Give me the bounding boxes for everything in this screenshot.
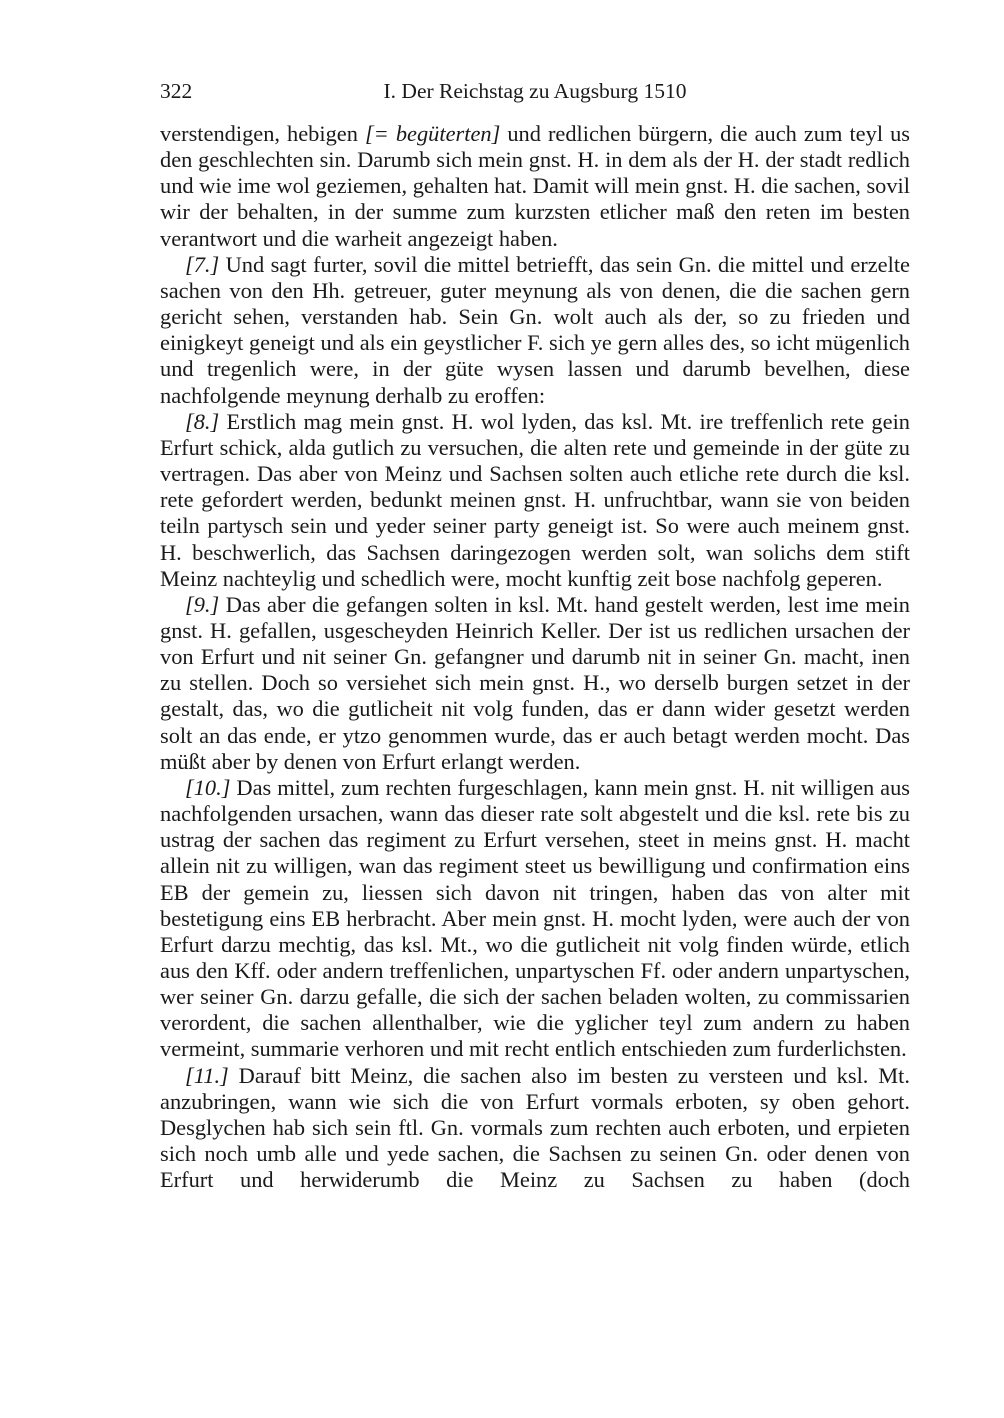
- paragraph-8: [160, 409, 910, 592]
- paragraph-marker: [11.]: [185, 1062, 229, 1088]
- paragraph-11: [160, 1063, 910, 1194]
- paragraph-text: Und sagt furter, sovil die mittel betriefft, das sein Gn. die mittel und erzelte sachen von den Hh. getreuer, guter meynung als von denen, die die sachen gern gericht sehen, verstanden hab. Sein Gn. wolt auch als der, so zu frieden und einigkeyt geneigt und als ein geystlicher F. sich ye gern alles des, so icht mügenlich und tregenlich were, in der güte wysen lassen und darumb bevelhen, diese nachfolgende meynung derhalb zu eroffen:: [160, 251, 910, 408]
- paragraph-marker: [9.]: [185, 591, 220, 617]
- page-header: [160, 79, 910, 109]
- paragraph-marker: [8.]: [185, 408, 220, 434]
- paragraph-9: [160, 592, 910, 775]
- paragraph-text: Erstlich mag mein gnst. H. wol lyden, das ksl. Mt. ire treffenlich rete gein Erfurt schick, alda gutlich zu versuchen, die alten rete und gemeinde in der güte zu vertragen. Das aber von Meinz und Sachsen solten auch etliche rete durch die ksl. rete gefordert werden, bedunkt meinen gnst. H. unfruchtbar, wann sie von beiden teiln partysch sein und yeder seiner party geneigt ist. So were auch meinem gnst. H. beschwerlich, das Sachsen daringezogen werden solt, wan solichs dem stift Meinz nachteylig und schedlich were, mocht kunftig zeit bose nachfolg geperen.: [160, 408, 910, 591]
- running-title: I. Der Reichstag zu Augsburg 1510: [383, 79, 687, 103]
- editorial-note: [= begüterten]: [364, 121, 501, 146]
- paragraph-7: [160, 252, 910, 409]
- paragraph-text: Das aber die gefangen solten in ksl. Mt. hand gestelt werden, lest ime mein gnst. H. gefallen, usgescheyden Heinrich Keller. Der ist us redlichen ursachen der von Erfurt und nit seiner Gn. gefangner und darumb nit in seiner Gn. macht, inen zu stellen. Doch so versiehet sich mein gnst. H., wo derselb burgen setzet in der gestalt, das, wo die gutlicheit nit volg funden, das er dann wider gesetzt werden solt an das ende, er ytzo genommen wurde, das er auch betagt werden mocht. Das müßt aber by denen von Erfurt erlangt werden.: [160, 591, 910, 774]
- paragraph-text: Das mittel, zum rechten furgeschlagen, kann mein gnst. H. nit willigen aus nachfolgenden ursachen, wann das dieser rate solt abgestelt und die ksl. rete bis zu ustrag der sachen das regiment zu Erfurt versehen, steet in meins gnst. H. macht allein nit zu willigen, wan das regiment steet us bewilligung und confirmation eins EB der gemein zu, liessen sich davon nit tringen, haben das von alter mit bestetigung eins EB herbracht. Aber mein gnst. H. mocht lyden, were auch der von Erfurt darzu mechtig, das ksl. Mt., wo die gutlicheit nit volg finden würde, etlich aus den Kff. oder andern treffenlichen, unpartyschen Ff. oder andern unpartyschen, wer seiner Gn. darzu gefalle, die sich der sachen beladen wolten, zu commissarien verordent, die sachen allenthalber, wie die yglicher teyl zum andern zu haben vermeint, summarie verhoren und mit recht entlich entschieden zum furderlichsten.: [160, 774, 910, 1062]
- paragraph-text: und redlichen bürgern, die auch zum teyl us den geschlechten sin. Darumb sich mein gnst. H. in dem als der H. der stadt redlich und wie ime wol geziemen, gehalten hat. Damit will mein gnst. H. die sachen, sovil wir der behalten, in der summe zum kurzsten etlicher maß den reten im besten verantwort und die warheit angezeigt haben.: [160, 121, 910, 251]
- paragraph-text: Darauf bitt Meinz, die sachen also im besten zu versteen und ksl. Mt. anzubringen, wann wie sich die von Erfurt vormals erboten, sy oben gehort. Desglychen hab sich sein ftl. Gn. vormals zum rechten auch erboten, und erpieten sich noch umb alle und yede sachen, die Sachsen zu seinen Gn. oder denen von Erfurt und herwiderumb die Meinz zu Sachsen zu haben (doch: [160, 1062, 910, 1193]
- paragraph-marker: [7.]: [185, 251, 220, 277]
- paragraph-continuation: [160, 121, 910, 252]
- paragraph-10: [160, 775, 910, 1063]
- page-number: 322: [160, 79, 193, 103]
- paragraph-marker: [10.]: [185, 774, 231, 800]
- body-text: [160, 121, 910, 1193]
- paragraph-text-start: verstendigen, hebigen: [160, 121, 365, 146]
